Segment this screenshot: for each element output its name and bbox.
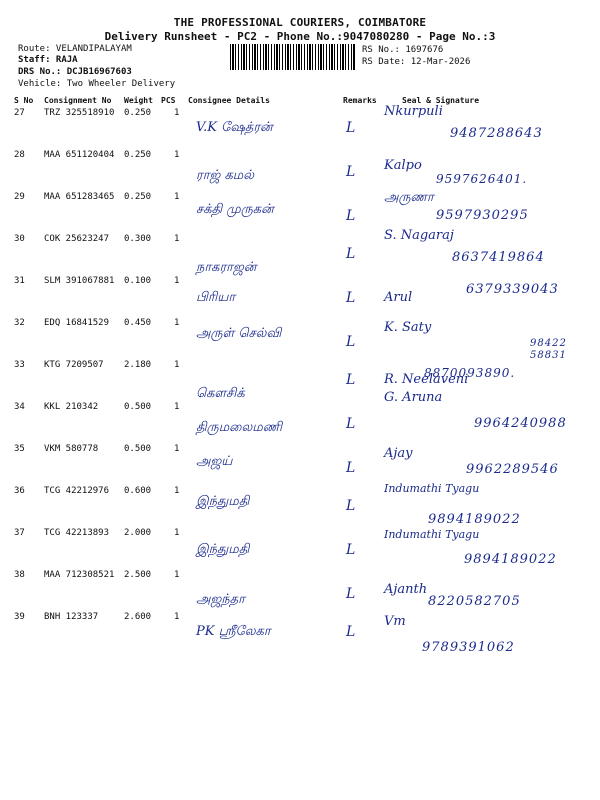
row-consignee-handwritten: ராஜ் கமல்	[196, 168, 255, 183]
row-consignee-handwritten: PK ஸ்ரீலேகா	[196, 624, 271, 639]
row-signature-handwritten: Ajanth	[384, 582, 428, 597]
row-consignee-handwritten: திருமலைமணி	[196, 420, 283, 435]
row-serial-number: 37	[14, 528, 25, 538]
row-phone-handwritten: 9964240988	[474, 416, 567, 431]
row-consignment-number: MAA 651283465	[44, 192, 115, 202]
row-serial-number: 28	[14, 150, 25, 160]
rs-number: RS No.: 1697676	[362, 45, 444, 55]
row-weight: 0.500	[124, 402, 152, 412]
row-remark-mark: L	[346, 334, 356, 350]
row-serial-number: 32	[14, 318, 25, 328]
row-consignment-number: KKL 210342	[44, 402, 99, 412]
row-pieces: 1	[174, 108, 180, 118]
row-phone-handwritten: 9962289546	[466, 462, 559, 477]
row-consignment-number: TRZ 325518910	[44, 108, 115, 118]
column-weight: Weight	[124, 96, 153, 105]
row-signature-handwritten: G. Aruna	[384, 390, 443, 405]
company-title: THE PROFESSIONAL COURIERS, COIMBATORE	[173, 16, 427, 29]
row-consignment-number: SLM 391067881	[44, 276, 115, 286]
staff-label: Staff: RAJA	[18, 55, 78, 65]
row-consignee-handwritten: நாகராஜன்	[196, 260, 257, 275]
row-serial-number: 33	[14, 360, 25, 370]
row-signature-handwritten: Ajay	[384, 446, 413, 461]
row-signature-handwritten: K. Saty	[384, 320, 432, 335]
route-label: Route: VELANDIPALAYAM	[18, 44, 132, 54]
row-remark-mark: L	[346, 208, 356, 224]
row-consignee-handwritten: அஜந்தா	[196, 592, 245, 607]
column-pcs: PCS	[161, 96, 176, 105]
row-serial-number: 27	[14, 108, 25, 118]
drs-number: DRS No.: DCJB16967603	[18, 67, 132, 77]
row-consignee-handwritten: அஜய்	[196, 454, 233, 469]
row-signature-handwritten: Indumathi Tyagu	[384, 482, 480, 495]
row-serial-number: 34	[14, 402, 25, 412]
row-phone-handwritten: 8220582705	[428, 594, 521, 609]
row-phone-handwritten: 98422 58831	[530, 338, 567, 361]
row-pieces: 1	[174, 570, 180, 580]
row-weight: 0.500	[124, 444, 152, 454]
row-pieces: 1	[174, 276, 180, 286]
row-weight: 0.600	[124, 486, 152, 496]
row-pieces: 1	[174, 486, 180, 496]
row-pieces: 1	[174, 150, 180, 160]
row-weight: 0.450	[124, 318, 152, 328]
row-phone-handwritten: 9597626401.	[436, 172, 528, 186]
row-phone-handwritten: 9487288643	[450, 126, 543, 141]
row-consignment-number: VKM 580778	[44, 444, 99, 454]
row-phone-handwritten: 6379339043	[466, 282, 559, 297]
row-remark-mark: L	[346, 542, 356, 558]
row-phone-handwritten: 9894189022	[428, 512, 521, 527]
row-signature-handwritten: Kalpo	[384, 158, 422, 173]
row-weight: 0.250	[124, 108, 152, 118]
row-serial-number: 35	[14, 444, 25, 454]
row-phone-handwritten: 9789391062	[422, 640, 515, 655]
vehicle-label: Vehicle: Two Wheeler Delivery	[18, 79, 176, 89]
row-consignee-handwritten: பிரியா	[196, 290, 236, 305]
row-remark-mark: L	[346, 164, 356, 180]
row-pieces: 1	[174, 192, 180, 202]
rs-date: RS Date: 12-Mar-2026	[362, 57, 471, 67]
row-pieces: 1	[174, 444, 180, 454]
row-pieces: 1	[174, 360, 180, 370]
row-consignee-handwritten: இந்துமதி	[196, 542, 250, 557]
column-sno: S No	[14, 96, 34, 105]
runsheet-subtitle: Delivery Runsheet - PC2 - Phone No.:9047080280 - Page No.:3	[104, 30, 496, 43]
row-weight: 0.100	[124, 276, 152, 286]
row-serial-number: 31	[14, 276, 25, 286]
row-consignment-number: KTG 7209507	[44, 360, 104, 370]
row-signature-handwritten: அருணா	[384, 190, 434, 205]
row-remark-mark: L	[346, 460, 356, 476]
row-consignee-handwritten: இந்துமதி	[196, 494, 250, 509]
row-weight: 0.250	[124, 192, 152, 202]
row-consignment-number: MAA 712308521	[44, 570, 115, 580]
row-consignment-number: MAA 651120404	[44, 150, 115, 160]
row-weight: 2.180	[124, 360, 152, 370]
row-signature-handwritten: R. Neelaveni	[384, 372, 469, 387]
row-consignment-number: EDQ 16841529	[44, 318, 110, 328]
row-phone-handwritten: 9597930295	[436, 208, 529, 223]
row-serial-number: 30	[14, 234, 25, 244]
row-pieces: 1	[174, 612, 180, 622]
row-pieces: 1	[174, 318, 180, 328]
row-pieces: 1	[174, 234, 180, 244]
row-phone-handwritten: 8870093890.	[424, 366, 516, 380]
row-remark-mark: L	[346, 624, 356, 640]
row-serial-number: 39	[14, 612, 25, 622]
row-serial-number: 29	[14, 192, 25, 202]
row-consignment-number: TCG 42212976	[44, 486, 110, 496]
column-consignee: Consignee Details	[188, 96, 270, 105]
row-remark-mark: L	[346, 120, 356, 136]
row-signature-handwritten: S. Nagaraj	[384, 228, 454, 243]
row-consignee-handwritten: கௌசிக்	[196, 386, 245, 401]
row-phone-handwritten: 8637419864	[452, 250, 545, 265]
row-remark-mark: L	[346, 246, 356, 262]
row-consignment-number: TCG 42213893	[44, 528, 110, 538]
row-remark-mark: L	[346, 498, 356, 514]
column-seal-signature: Seal & Signature	[402, 96, 480, 105]
row-signature-handwritten: Nkurpuli	[384, 104, 443, 119]
row-pieces: 1	[174, 528, 180, 538]
row-serial-number: 36	[14, 486, 25, 496]
column-consignment: Consignment No	[44, 96, 112, 105]
row-pieces: 1	[174, 402, 180, 412]
row-consignment-number: BNH 123337	[44, 612, 99, 622]
row-remark-mark: L	[346, 290, 356, 306]
row-signature-handwritten: Vm	[384, 614, 406, 629]
column-remarks: Remarks	[343, 96, 377, 105]
row-signature-handwritten: Indumathi Tyagu	[384, 528, 480, 541]
row-consignee-handwritten: சக்தி முருகன்	[196, 202, 274, 217]
row-serial-number: 38	[14, 570, 25, 580]
row-signature-handwritten: Arul	[384, 290, 413, 305]
row-remark-mark: L	[346, 416, 356, 432]
row-consignee-handwritten: அருள் செல்வி	[196, 326, 282, 341]
row-weight: 0.250	[124, 150, 152, 160]
row-consignment-number: COK 25623247	[44, 234, 110, 244]
row-weight: 2.600	[124, 612, 152, 622]
row-weight: 0.300	[124, 234, 152, 244]
row-phone-handwritten: 9894189022	[464, 552, 557, 567]
row-weight: 2.000	[124, 528, 152, 538]
row-remark-mark: L	[346, 586, 356, 602]
row-weight: 2.500	[124, 570, 152, 580]
barcode-image	[230, 44, 356, 70]
row-remark-mark: L	[346, 372, 356, 388]
row-consignee-handwritten: V.K ஷேத்ரன்	[196, 120, 273, 135]
